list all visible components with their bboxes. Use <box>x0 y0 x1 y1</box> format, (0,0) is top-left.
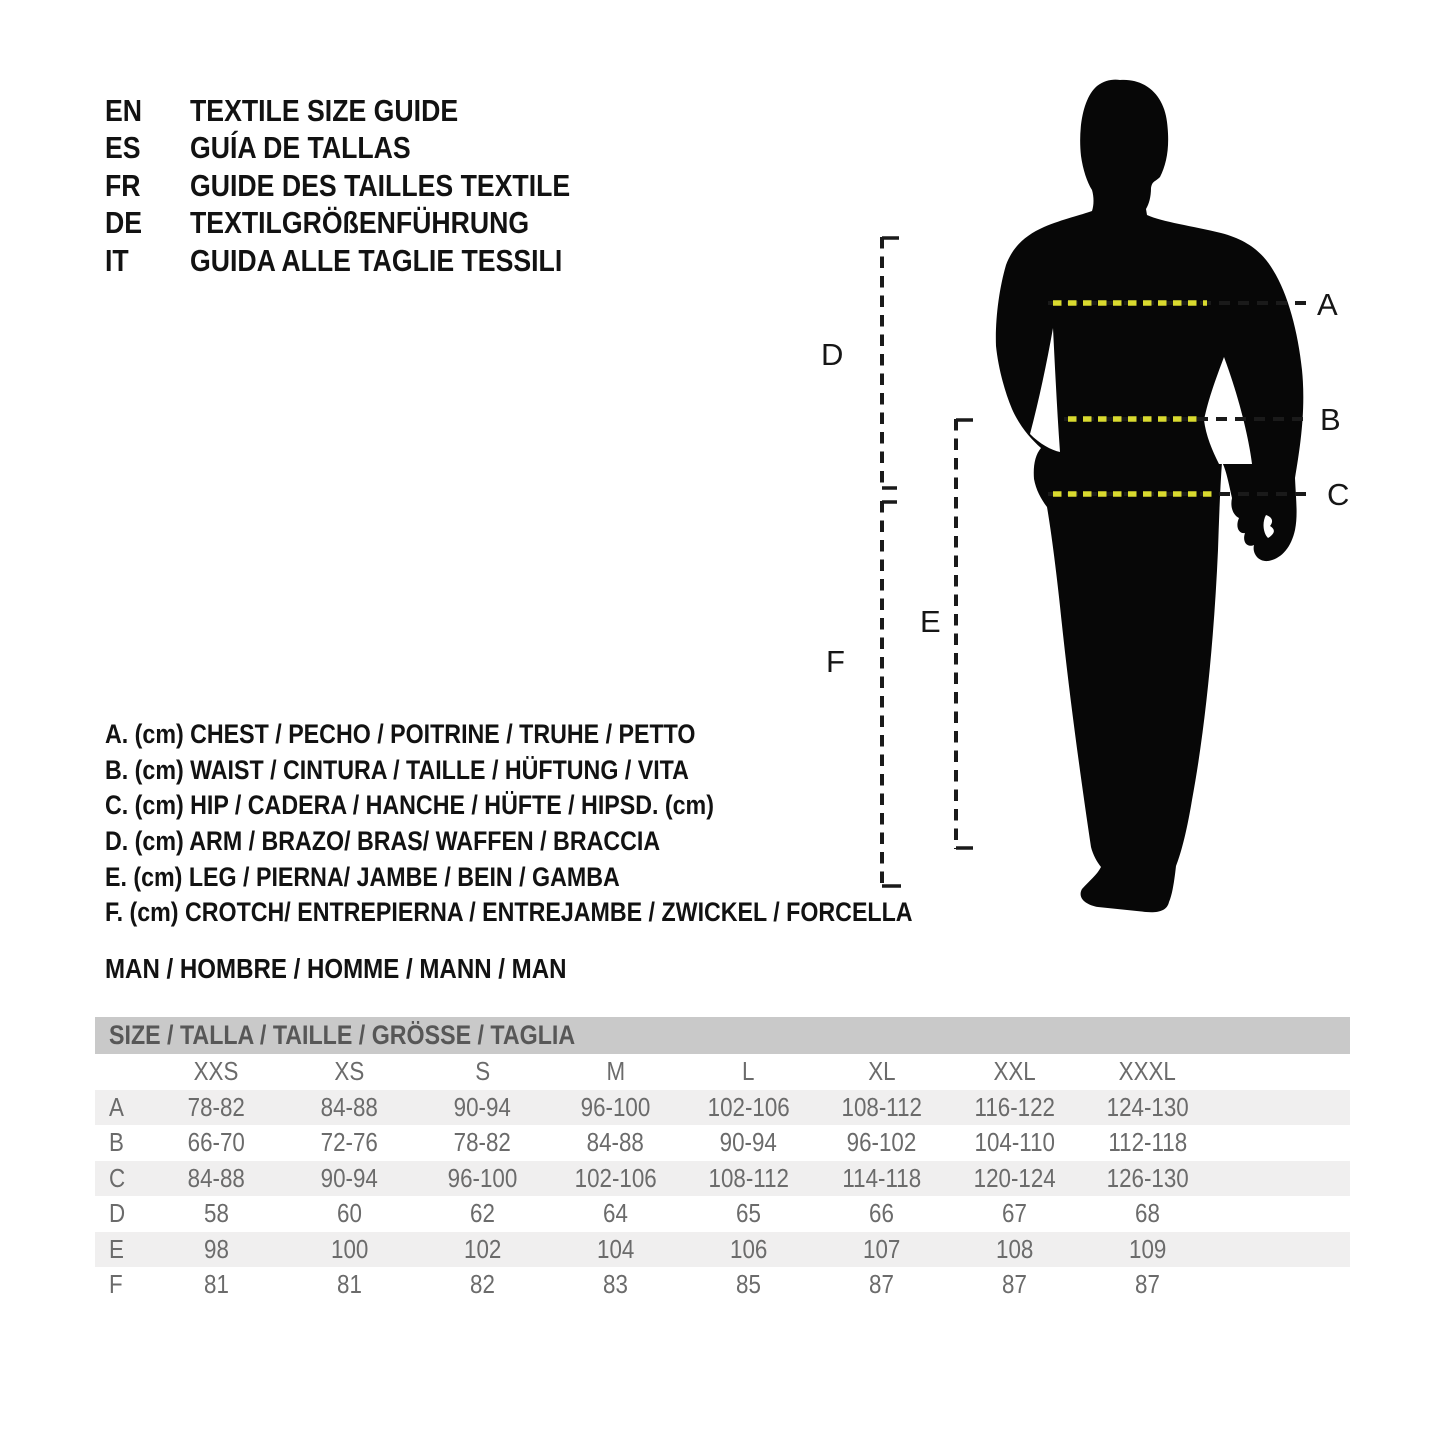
cell: 78-82 <box>187 1091 246 1122</box>
table-header-text: SIZE / TALLA / TAILLE / GRÖSSE / TAGLIA <box>109 1020 576 1050</box>
cell: 82 <box>470 1269 495 1300</box>
legend-line-arm <box>105 824 1044 860</box>
measure-label-crotch: F <box>826 644 845 679</box>
language-row-es <box>105 130 632 168</box>
legend-line-hip <box>105 788 1044 824</box>
column-header-xs: XS <box>334 1056 365 1087</box>
table-row-d <box>95 1196 1350 1232</box>
cell: 108-112 <box>841 1091 922 1122</box>
guide-title: TEXTILGRÖßENFÜHRUNG <box>190 205 530 241</box>
cell: 87 <box>1002 1269 1027 1300</box>
column-header-xxs: XXS <box>194 1056 239 1087</box>
cell: 102 <box>463 1233 502 1264</box>
cell: 66 <box>869 1198 894 1229</box>
cell: 104 <box>596 1233 635 1264</box>
cell: 96-100 <box>580 1091 651 1122</box>
cell: 126-130 <box>1106 1162 1189 1193</box>
cell: 107 <box>862 1233 901 1264</box>
legend-text: F. (cm) CROTCH/ ENTREPIERNA / ENTREJAMBE / ZWICKEL / FORCELLA <box>105 897 913 928</box>
cell: 90-94 <box>453 1091 512 1122</box>
column-header-m: M <box>606 1056 625 1087</box>
cell: 81 <box>337 1269 362 1300</box>
row-label: A <box>109 1091 124 1122</box>
column-header-xxxl: XXXL <box>1118 1056 1177 1087</box>
language-code: DE <box>105 205 143 241</box>
cell: 100 <box>330 1233 369 1264</box>
cell: 84-88 <box>320 1091 379 1122</box>
language-code: ES <box>105 130 141 166</box>
cell: 83 <box>603 1269 628 1300</box>
cell: 120-124 <box>973 1162 1056 1193</box>
measurement-legend <box>105 717 1044 931</box>
cell: 104-110 <box>974 1127 1055 1158</box>
cell: 78-82 <box>453 1127 512 1158</box>
gender-line <box>105 951 642 987</box>
measure-label-chest: A <box>1317 287 1338 322</box>
cell: 98 <box>204 1233 229 1264</box>
cell: 90-94 <box>719 1127 778 1158</box>
cell: 68 <box>1135 1198 1160 1229</box>
cell: 106 <box>729 1233 768 1264</box>
row-label: F <box>109 1269 123 1300</box>
language-code: EN <box>105 92 143 128</box>
legend-line-waist <box>105 753 1044 789</box>
cell: 64 <box>603 1198 628 1229</box>
cell: 114-118 <box>842 1162 921 1193</box>
legend-line-chest <box>105 717 1044 753</box>
cell: 90-94 <box>320 1162 379 1193</box>
column-header-row <box>95 1054 1350 1090</box>
guide-title: GUIDE DES TAILLES TEXTILE <box>190 167 571 203</box>
column-header-xl: XL <box>867 1056 896 1087</box>
cell: 96-100 <box>447 1162 518 1193</box>
measure-label-arm: D <box>821 337 844 372</box>
cell: 112-118 <box>1108 1127 1187 1158</box>
row-label: D <box>109 1198 126 1229</box>
table-row-a <box>95 1090 1350 1126</box>
cell: 58 <box>204 1198 229 1229</box>
cell: 65 <box>736 1198 761 1229</box>
gender-line-text: MAN / HOMBRE / HOMME / MANN / MAN <box>105 953 567 984</box>
column-header-xxl: XXL <box>993 1056 1036 1087</box>
measure-label-waist: B <box>1320 402 1341 437</box>
legend-text: D. (cm) ARM / BRAZO/ BRAS/ WAFFEN / BRACCIA <box>105 826 661 857</box>
guide-title: GUIDA ALLE TAGLIE TESSILI <box>190 242 563 278</box>
language-row-en <box>105 92 632 130</box>
cell: 84-88 <box>187 1162 246 1193</box>
cell: 108-112 <box>708 1162 789 1193</box>
cell: 60 <box>337 1198 362 1229</box>
cell: 85 <box>736 1269 761 1300</box>
measure-label-hip: C <box>1327 477 1350 512</box>
language-code: IT <box>105 242 129 278</box>
table-header-bar <box>95 1017 1350 1054</box>
guide-title: GUÍA DE TALLAS <box>190 130 411 166</box>
cell: 102-106 <box>707 1091 790 1122</box>
column-header-l: L <box>742 1056 755 1087</box>
cell: 102-106 <box>574 1162 657 1193</box>
language-title-block <box>105 92 632 280</box>
legend-text: A. (cm) CHEST / PECHO / POITRINE / TRUHE / PETTO <box>105 719 696 750</box>
row-label: C <box>109 1162 126 1193</box>
cell: 67 <box>1002 1198 1027 1229</box>
row-label: B <box>109 1127 124 1158</box>
table-row-f <box>95 1267 1350 1303</box>
size-table <box>95 1017 1350 1303</box>
legend-line-leg <box>105 859 1044 895</box>
cell: 87 <box>1135 1269 1160 1300</box>
cell: 72-76 <box>320 1127 379 1158</box>
cell: 66-70 <box>187 1127 246 1158</box>
cell: 116-122 <box>974 1091 1055 1122</box>
table-row-c <box>95 1161 1350 1197</box>
cell: 108 <box>995 1233 1034 1264</box>
measure-label-leg: E <box>920 604 941 639</box>
cell: 124-130 <box>1106 1091 1189 1122</box>
language-code: FR <box>105 167 141 203</box>
row-label: E <box>109 1233 124 1264</box>
guide-title: TEXTILE SIZE GUIDE <box>190 92 459 128</box>
cell: 62 <box>470 1198 495 1229</box>
legend-line-crotch <box>105 895 1044 931</box>
language-row-de <box>105 205 632 243</box>
language-row-it <box>105 242 632 280</box>
cell: 96-102 <box>846 1127 917 1158</box>
table-row-e <box>95 1232 1350 1268</box>
language-row-fr <box>105 167 632 205</box>
legend-text: C. (cm) HIP / CADERA / HANCHE / HÜFTE / HIPSD. (cm) <box>105 790 714 821</box>
cell: 87 <box>869 1269 894 1300</box>
cell: 84-88 <box>586 1127 645 1158</box>
cell: 81 <box>204 1269 229 1300</box>
legend-text: B. (cm) WAIST / CINTURA / TAILLE / HÜFTUNG / VITA <box>105 754 689 785</box>
cell: 109 <box>1128 1233 1167 1264</box>
legend-text: E. (cm) LEG / PIERNA/ JAMBE / BEIN / GAMBA <box>105 861 620 892</box>
column-header-s: S <box>475 1056 490 1087</box>
table-row-b <box>95 1125 1350 1161</box>
